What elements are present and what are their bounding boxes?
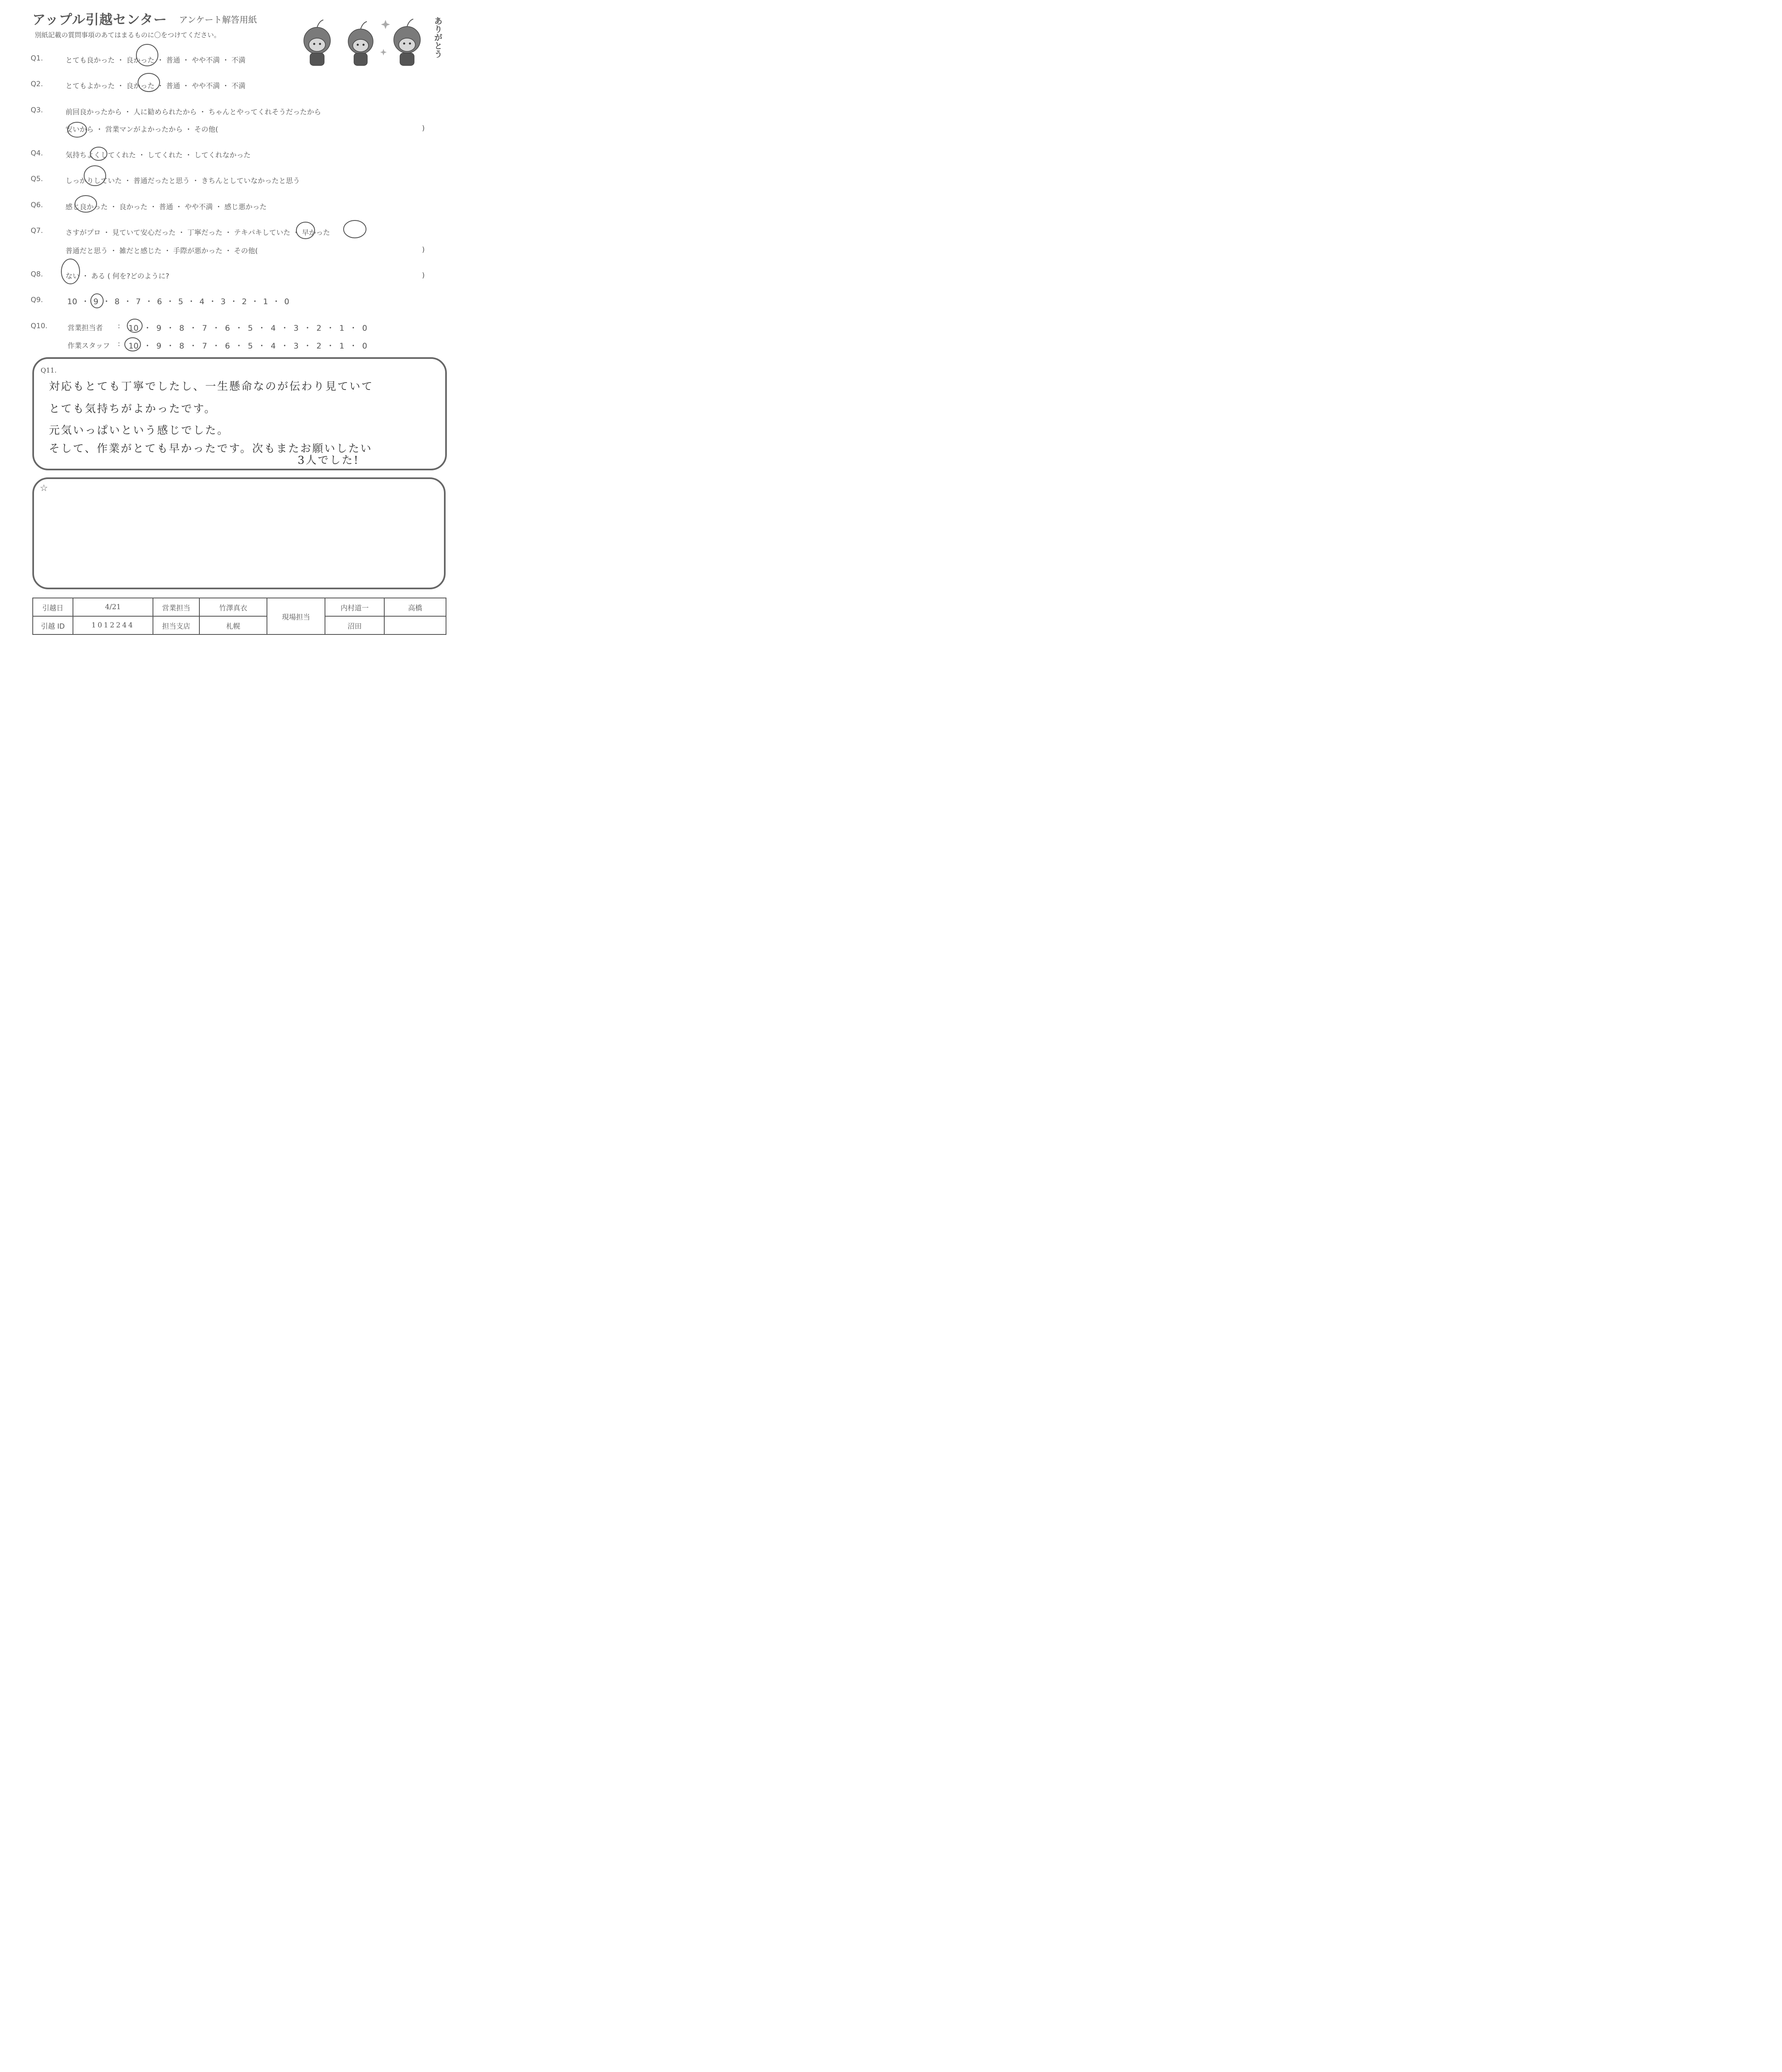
q11-handwritten-line-4: そして、作業がとても早かったです。次もまたお願いしたい	[49, 443, 373, 455]
mascot-thanks-text: ありがとう	[433, 17, 443, 58]
branch-label: 担当支店	[153, 616, 199, 634]
q2-label: Q2.	[31, 80, 43, 88]
q8-label: Q8.	[31, 270, 43, 278]
q1-label: Q1.	[31, 54, 43, 63]
q1-options: とても良かった ・ 良かった ・ 普通 ・ やや不満 ・ 不満	[65, 56, 246, 65]
q2-options: とてもよかった ・ 良かった ・ 普通 ・ やや不満 ・ 不満	[65, 82, 246, 90]
q7-options-line2: 普通だと思う ・ 雑だと感じた ・ 手際が悪かった ・ その他(	[65, 247, 258, 255]
site-rep-value-1: 内村道一	[325, 598, 384, 616]
sales-rep-value: 竹澤真衣	[199, 598, 267, 616]
instruction-text: 別紙記載の質問事項のあてはまるものに〇をつけてください。	[35, 31, 221, 39]
site-rep-value-2: 高橋	[384, 598, 446, 616]
branch-value: 札幌	[199, 616, 267, 634]
q5-label: Q5.	[31, 175, 43, 183]
q3-label: Q3.	[31, 106, 43, 114]
q6-options: 感じ良かった ・ 良かった ・ 普通 ・ やや不満 ・ 感じ悪かった	[65, 203, 267, 211]
site-rep-value-3: 沼田	[325, 616, 384, 634]
move-id-label: 引越 ID	[33, 616, 73, 634]
q9-scale: 10 ・ 9 ・ 8 ・ 7 ・ 6 ・ 5 ・ 4 ・ 3 ・ 2 ・ 1 ・ 0	[67, 297, 289, 306]
move-date-value: 4/21	[73, 598, 153, 616]
site-rep-empty-cell	[384, 616, 446, 634]
q10-sales-scale: 10 ・ 9 ・ 8 ・ 7 ・ 6 ・ 5 ・ 4 ・ 3 ・ 2 ・ 1 ・ 0	[128, 324, 367, 333]
q4-options: 気持ちよくしてくれた ・ してくれた ・ してくれなかった	[65, 151, 251, 160]
monkey-mascots-illustration	[298, 12, 444, 68]
q10-label: Q10.	[31, 322, 48, 330]
q8-options: ない ・ ある ( 何を?どのように?	[65, 272, 170, 281]
move-id-value: 1012244	[73, 616, 153, 634]
q4-label: Q4.	[31, 149, 43, 157]
free-comment-box	[32, 477, 446, 589]
q3-close-paren: )	[422, 124, 425, 133]
q10-sales-label: 営業担当者	[68, 324, 103, 332]
q11-handwritten-line-2: とても気持ちがよかったです。	[49, 403, 216, 415]
move-date-label: 引越日	[33, 598, 73, 616]
company-title: アップル引越センター	[32, 12, 167, 27]
footer-info-table	[32, 598, 446, 635]
q3-options-line1: 前回良かったから ・ 人に勧められたから ・ ちゃんとやってくれそうだったから	[65, 108, 321, 116]
q8-close-paren: )	[422, 271, 425, 280]
q5-options: しっかりしていた ・ 普通だったと思う ・ きちんとしていなかったと思う	[65, 177, 300, 185]
q11-handwritten-line-5: 3人でした!	[298, 454, 359, 467]
q3-options-line2: 安いから ・ 営業マンがよかったから ・ その他(	[65, 126, 218, 134]
sales-rep-label: 営業担当	[153, 598, 199, 616]
star-icon: ☆	[40, 483, 48, 494]
q11-handwritten-line-1: 対応もとても丁寧でしたし、一生懸命なのが伝わり見ていて	[49, 380, 374, 393]
q7-options-line1: さすがプロ ・ 見ていて安心だった ・ 丁寧だった ・ テキパキしていた ・ 早かった	[65, 229, 330, 237]
form-subtitle: アンケート解答用紙	[179, 15, 257, 25]
q10-staff-colon: :	[118, 340, 120, 348]
q10-staff-label: 作業スタッフ	[68, 342, 110, 350]
q7-answer-circle-2	[344, 220, 366, 238]
q11-handwritten-line-3: 元気いっぱいという感じでした。	[49, 424, 230, 437]
site-rep-label: 現場担当	[267, 598, 325, 634]
q10-sales-colon: :	[118, 322, 120, 330]
q9-label: Q9.	[31, 296, 43, 304]
q11-label: Q11.	[41, 366, 57, 374]
q7-label: Q7.	[31, 227, 43, 235]
q10-staff-scale: 10 ・ 9 ・ 8 ・ 7 ・ 6 ・ 5 ・ 4 ・ 3 ・ 2 ・ 1 ・ 0	[128, 341, 367, 351]
q7-close-paren: )	[422, 246, 425, 254]
q6-label: Q6.	[31, 201, 43, 209]
